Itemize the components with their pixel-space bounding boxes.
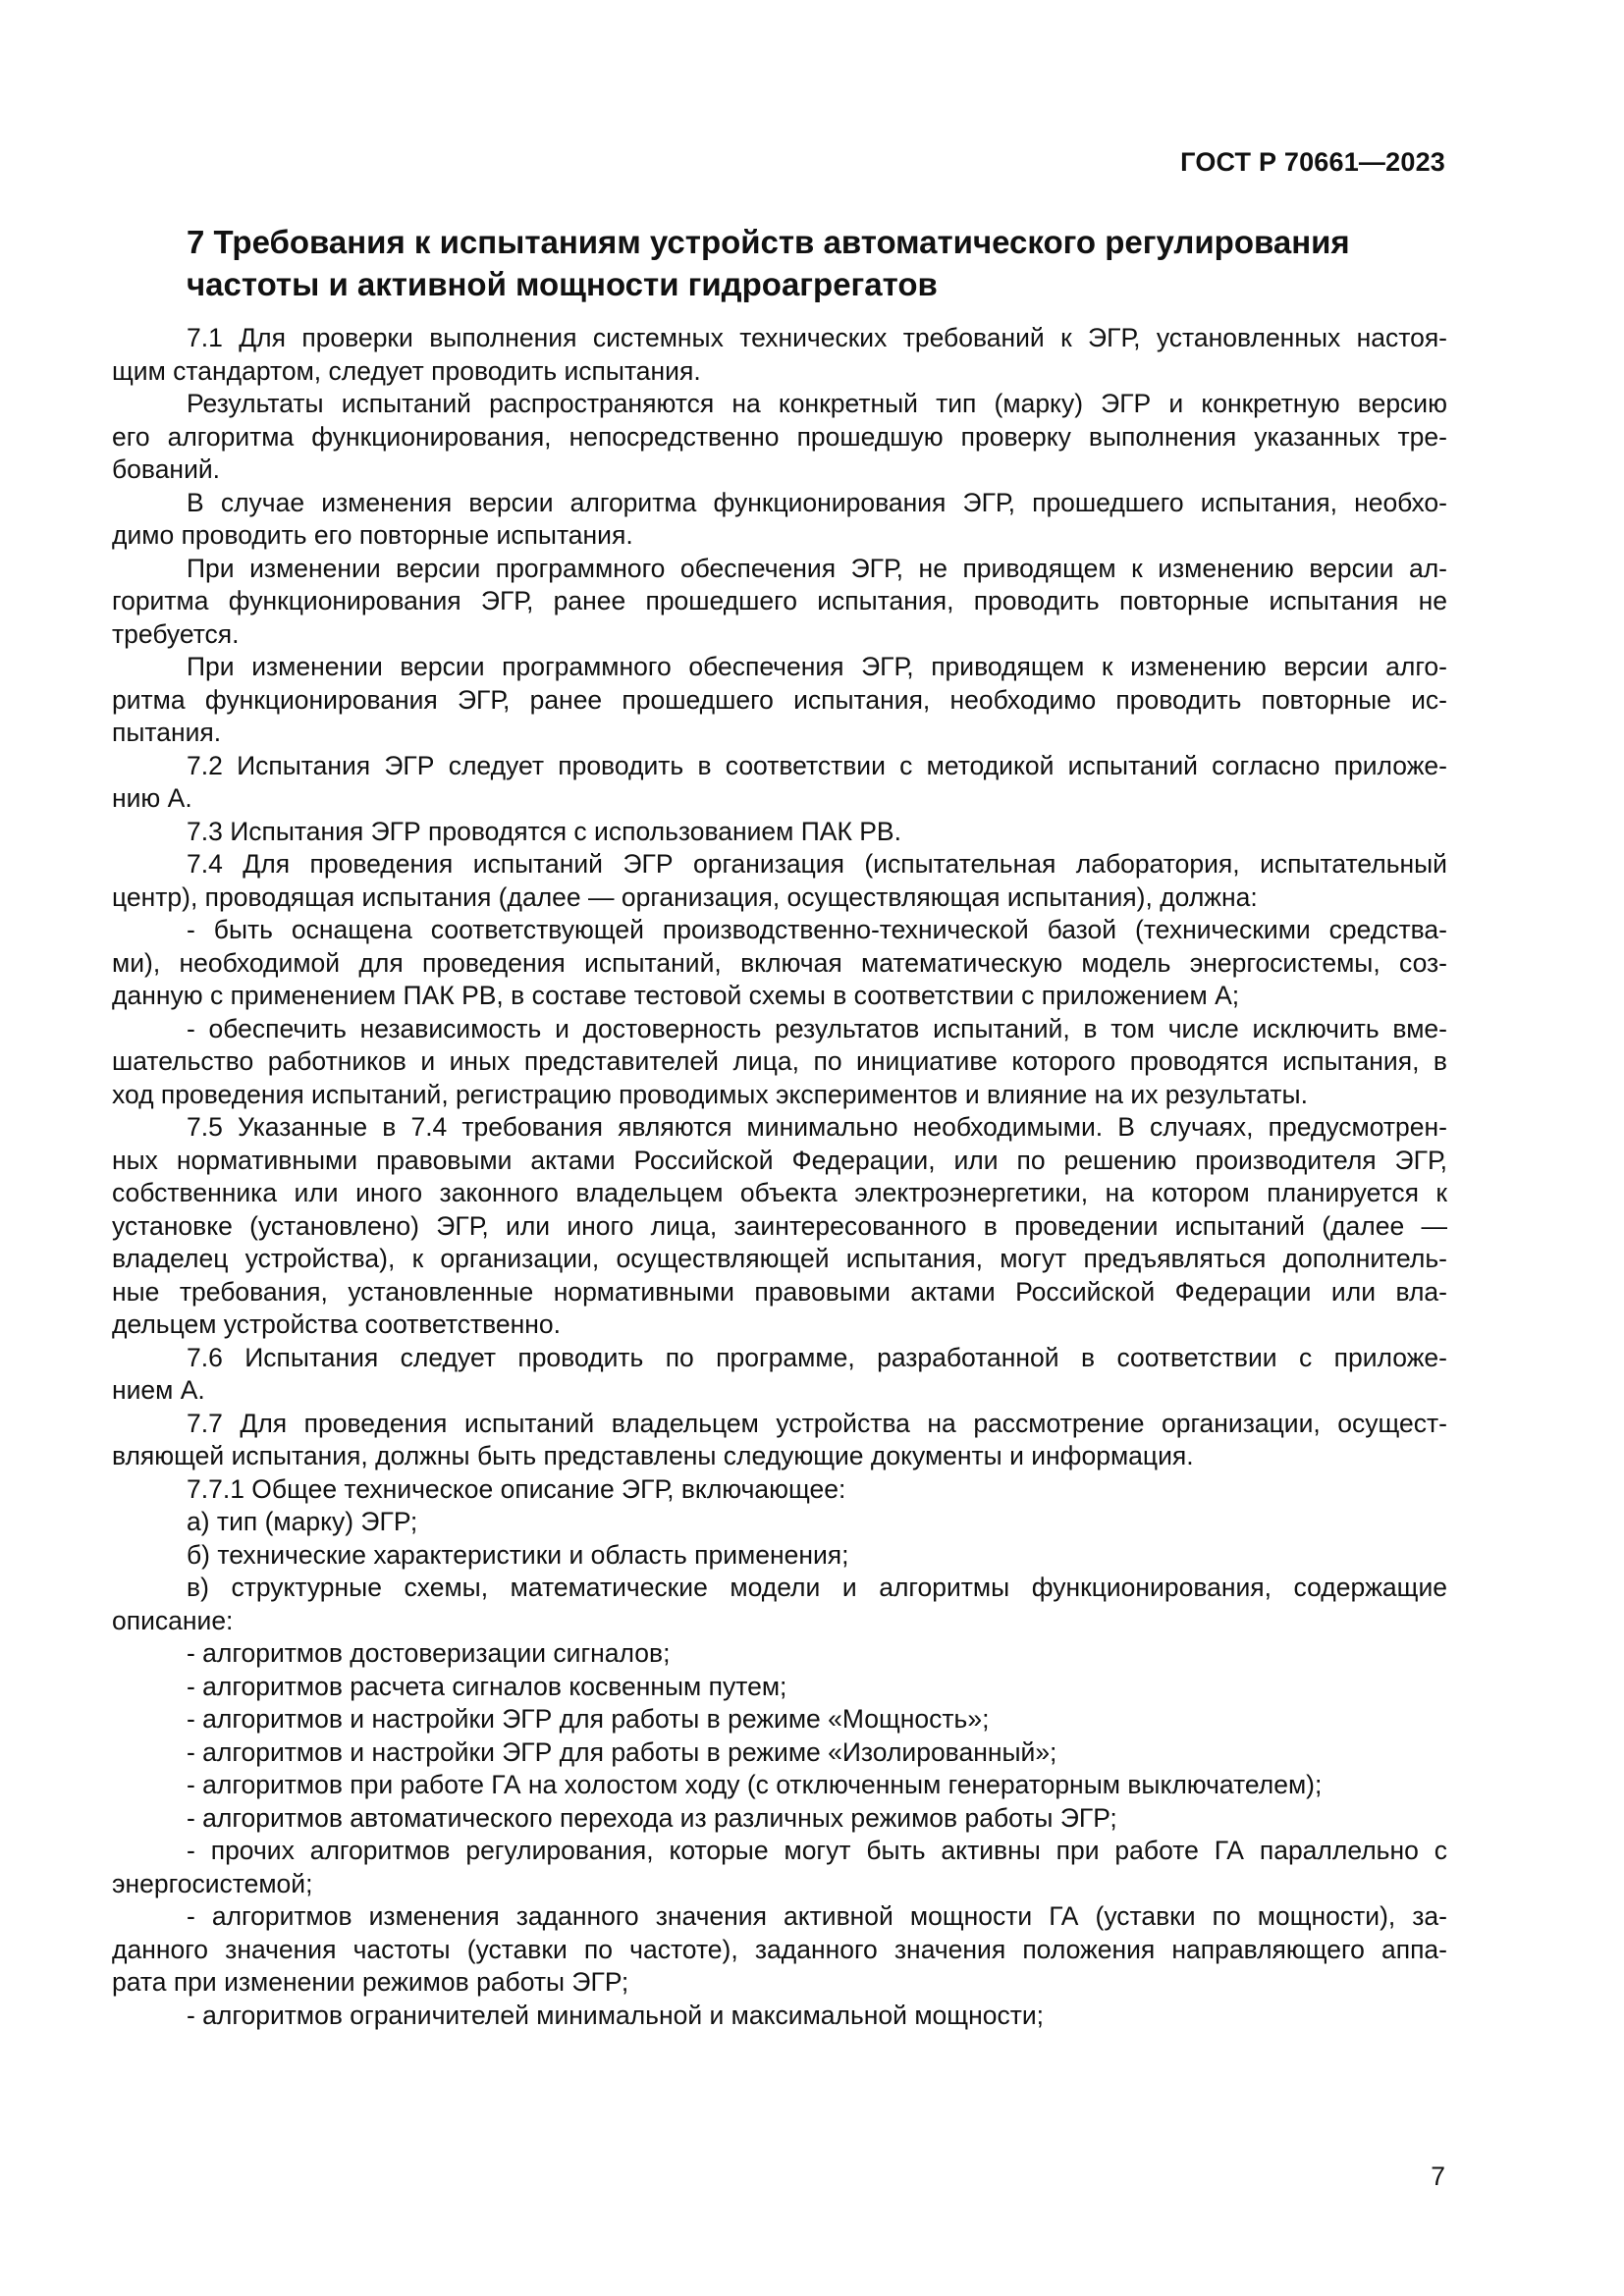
text-line: - алгоритмов и настройки ЭГР для работы в режиме «Изолированный»; bbox=[187, 1736, 1057, 1767]
section-title-line: 7 Требования к испытаниям устройств автоматического регулирования bbox=[187, 224, 1350, 260]
text-line: вляющей испытания, должны быть представлены следующие документы и информация. bbox=[112, 1441, 1194, 1470]
text-line: бований. bbox=[112, 454, 221, 484]
text-line: - алгоритмов изменения заданного значения активной мощности ГА (уставки по мощности), за- bbox=[187, 1901, 1447, 1931]
text-line: При изменении версии программного обеспечения ЭГР, не приводящем к изменению версии ал- bbox=[187, 553, 1447, 583]
text-line: - алгоритмов и настройки ЭГР для работы в режиме «Мощность»; bbox=[187, 1704, 990, 1734]
text-line: - быть оснащена соответствующей производственно-технической базой (техническими средства- bbox=[187, 915, 1447, 944]
page-number: 7 bbox=[1431, 2162, 1445, 2191]
text-line: 7.5 Указанные в 7.4 требования являются минимально необходимыми. В случаях, предусмотрен- bbox=[187, 1112, 1447, 1142]
text-line: - алгоритмов при работе ГА на холостом ходу (с отключенным генераторным выключателем); bbox=[187, 1770, 1323, 1799]
text-line: димо проводить его повторные испытания. bbox=[112, 520, 633, 550]
document-code: ГОСТ Р 70661—2023 bbox=[1180, 147, 1445, 177]
text-line: Результаты испытаний распространяются на конкретный тип (марку) ЭГР и конкретную версию bbox=[187, 389, 1447, 418]
section-title-line: частоты и активной мощности гидроагрегатов bbox=[187, 266, 938, 302]
text-line: ритма функционирования ЭГР, ранее прошедшего испытания, необходимо проводить повторные ис- bbox=[112, 684, 1447, 715]
text-line: ные требования, установленные нормативными правовыми актами Российской Федерации или вла- bbox=[112, 1276, 1447, 1307]
text-line: собственника или иного законного владельцем объекта электроэнергетики, на котором планируется к bbox=[112, 1178, 1447, 1207]
text-line: шательство работников и иных представителей лица, по инициативе которого проводятся испытания, в bbox=[112, 1046, 1447, 1076]
text-line: ми), необходимой для проведения испытаний, включая математическую модель энергосистемы, соз- bbox=[112, 947, 1447, 978]
text-line: ход проведения испытаний, регистрацию проводимых экспериментов и влияние на их результаты. bbox=[112, 1079, 1308, 1109]
text-line: центр), проводящая испытания (далее — организация, осуществляющая испытания), должна: bbox=[112, 881, 1258, 912]
text-line: горитма функционирования ЭГР, ранее прошедшего испытания, проводить повторные испытания не bbox=[112, 586, 1447, 615]
text-line: - прочих алгоритмов регулирования, которые могут быть активны при работе ГА параллельно с bbox=[187, 1836, 1447, 1865]
text-line: нию А. bbox=[112, 783, 192, 813]
text-line: - обеспечить независимость и достоверность результатов испытаний, в том числе исключить вме- bbox=[187, 1013, 1447, 1043]
text-line: 7.6 Испытания следует проводить по программе, разработанной в соответствии с приложе- bbox=[187, 1342, 1447, 1372]
text-line: его алгоритма функционирования, непосредственно прошедшую проверку выполнения указанных тре- bbox=[112, 421, 1447, 452]
text-line: рата при изменении режимов работы ЭГР; bbox=[112, 1967, 629, 1997]
text-line: - алгоритмов расчета сигналов косвенным путем; bbox=[187, 1671, 787, 1701]
text-line: б) технические характеристики и область применения; bbox=[187, 1539, 849, 1570]
text-line: дельцем устройства соответственно. bbox=[112, 1309, 562, 1339]
text-line: установке (установлено) ЭГР, или иного лица, заинтересованного в проведении испытаний (далее — bbox=[112, 1210, 1447, 1241]
text-line: нием А. bbox=[112, 1375, 205, 1405]
text-line: 7.7 Для проведения испытаний владельцем устройства на рассмотрение организации, осущест- bbox=[187, 1408, 1447, 1438]
text-line: ных нормативными правовыми актами Российской Федерации, или по решению производителя ЭГР, bbox=[112, 1145, 1447, 1175]
text-line: - алгоритмов достоверизации сигналов; bbox=[187, 1638, 671, 1668]
text-line: данную с применением ПАК РВ, в составе тестовой схемы в соответствии с приложением А; bbox=[112, 981, 1240, 1010]
text-line: В случае изменения версии алгоритма функционирования ЭГР, прошедшего испытания, необхо- bbox=[187, 487, 1447, 517]
text-line: пытания. bbox=[112, 718, 222, 747]
text-line: 7.7.1 Общее техническое описание ЭГР, включающее: bbox=[187, 1473, 846, 1504]
text-line: энергосистемой; bbox=[112, 1868, 313, 1898]
text-line: 7.4 Для проведения испытаний ЭГР организация (испытательная лаборатория, испытательный bbox=[187, 849, 1447, 879]
text-line: 7.2 Испытания ЭГР следует проводить в соответствии с методикой испытаний согласно приложе- bbox=[187, 750, 1447, 780]
text-line: а) тип (марку) ЭГР; bbox=[187, 1507, 418, 1536]
section-body bbox=[112, 322, 1447, 2032]
text-line: щим стандартом, следует проводить испытания. bbox=[112, 355, 701, 386]
text-line: При изменении версии программного обеспечения ЭГР, приводящем к изменению версии алго- bbox=[187, 652, 1447, 681]
text-line: - алгоритмов ограничителей минимальной и максимальной мощности; bbox=[187, 2000, 1045, 2030]
text-line: владелец устройства), к организации, осуществляющей испытания, могут предъявляться дополнитель- bbox=[112, 1244, 1447, 1273]
section-title bbox=[187, 221, 1443, 305]
text-line: - алгоритмов автоматического перехода из различных режимов работы ЭГР; bbox=[187, 1802, 1117, 1833]
text-line: 7.3 Испытания ЭГР проводятся с использованием ПАК РВ. bbox=[187, 816, 901, 846]
text-line: описание: bbox=[112, 1605, 234, 1635]
text-line: данного значения частоты (уставки по частоте), заданного значения положения направляющего аппа- bbox=[112, 1934, 1447, 1964]
text-line: 7.1 Для проверки выполнения системных технических требований к ЭГР, установленных настоя- bbox=[187, 323, 1447, 352]
text-line: в) структурные схемы, математические модели и алгоритмы функционирования, содержащие bbox=[187, 1573, 1447, 1602]
text-line: требуется. bbox=[112, 618, 240, 649]
